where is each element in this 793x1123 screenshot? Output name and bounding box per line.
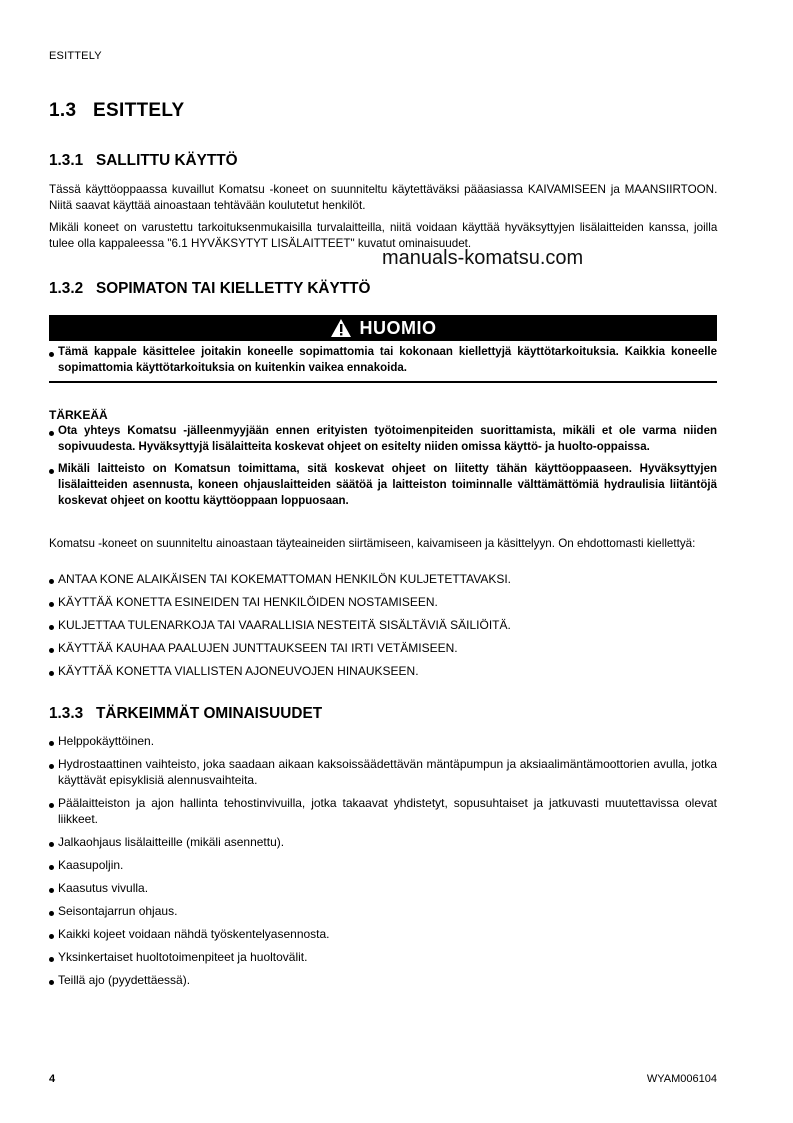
list-text: Kaikki kojeet voidaan nähdä työskentelyasennosta.	[58, 927, 330, 941]
list-item	[49, 857, 717, 873]
list-text: Teillä ajo (pyydettäessä).	[58, 973, 191, 987]
important-text: Mikäli laitteisto on Komatsun toimittama, sitä koskevat ohjeet on liitetty tähän käyttöoppaaseen. Hyväksyttyjen lisälaitteiden asennusta, koneen ohjauslaitteiden säätöä ja laitteiston toiminnalle välttämättömiä hydraulisia liitäntöjä koskevat ohjeet on koottu käyttöoppaan loppuosaan.	[58, 463, 717, 507]
prohibited-list	[49, 571, 717, 686]
list-item	[49, 880, 717, 896]
list-text: Hydrostaattinen vaihteisto, joka saadaan aikaan kaksoissäädettävän mäntäpumpun ja aksiaalimäntämoottorien avulla, jotka käyttävät episyklisiä alennusvaihteita.	[58, 757, 717, 787]
list-item	[49, 926, 717, 942]
list-item	[49, 733, 717, 749]
list-text: Kaasutus vivulla.	[58, 881, 149, 895]
bullet-icon	[49, 648, 54, 653]
section-heading: 1.3 ESITTELY	[49, 100, 185, 121]
bullet-icon	[49, 888, 54, 893]
warning-title: HUOMIO	[359, 317, 437, 338]
list-item	[49, 594, 717, 610]
list-item	[49, 903, 717, 919]
list-text: Seisontajarrun ohjaus.	[58, 904, 178, 918]
list-item	[49, 663, 717, 679]
bullet-icon	[49, 671, 54, 676]
bullet-icon	[49, 352, 54, 357]
footer-document-code: WYAM006104	[646, 1073, 717, 1085]
list-text: Kaasupoljin.	[58, 858, 124, 872]
list-text: Päälaitteiston ja ajon hallinta tehostinvivuilla, jotka takaavat yhdistetyt, sopusuhtaiset ja jatkuvasti muutettavissa olevat liikkeet.	[58, 796, 717, 826]
prohibited-intro: Komatsu -koneet on suunniteltu ainoastaan täyteaineiden siirtämiseen, kaivamiseen ja käsittelyyn. On ehdottomasti kiellettyä:	[49, 536, 696, 550]
bullet-icon	[49, 803, 54, 808]
bullet-icon	[49, 934, 54, 939]
list-text: KÄYTTÄÄ KAUHAA PAALUJEN JUNTTAUKSEEN TAI IRTI VETÄMISEEN.	[58, 641, 458, 655]
warning-bar	[49, 315, 717, 341]
list-item	[49, 640, 717, 656]
bullet-icon	[49, 911, 54, 916]
list-text: KÄYTTÄÄ KONETTA VIALLISTEN AJONEUVOJEN HINAUKSEEN.	[58, 664, 419, 678]
list-item	[49, 756, 717, 788]
list-text: KULJETTAA TULENARKOJA TAI VAARALLISIA NESTEITÄ SISÄLTÄVIÄ SÄILIÖITÄ.	[58, 618, 511, 632]
bullet-icon	[49, 842, 54, 847]
bullet-icon	[49, 625, 54, 630]
list-item	[49, 571, 717, 587]
bullet-icon	[49, 980, 54, 985]
bullet-icon	[49, 469, 54, 474]
list-item	[49, 344, 717, 376]
paragraph-allowed-use-2: Mikäli koneet on varustettu tarkoituksenmukaisilla turvalaitteilla, niitä voidaan käyttää hyväksyttyjen lisälaitteiden kanssa, joilla tulee olla kappaleessa "6.1 HYVÄKSYTYT LISÄLAITTEET" kuvatut ominaisuudet.	[49, 220, 718, 250]
list-item	[49, 834, 717, 850]
important-list	[49, 423, 717, 515]
subsection-heading-main-features: 1.3.3 TÄRKEIMMÄT OMINAISUUDET	[49, 705, 323, 722]
list-text: ANTAA KONE ALAIKÄISEN TAI KOKEMATTOMAN HENKILÖN KULJETETTAVAKSI.	[58, 572, 511, 586]
subsection-heading-prohibited-use: 1.3.2 SOPIMATON TAI KIELLETTY KÄYTTÖ	[49, 280, 371, 297]
list-item	[49, 617, 717, 633]
list-text: KÄYTTÄÄ KONETTA ESINEIDEN TAI HENKILÖIDEN NOSTAMISEEN.	[58, 595, 438, 609]
list-item	[49, 949, 717, 965]
subsection-heading-allowed-use: 1.3.1 SALLITTU KÄYTTÖ	[49, 152, 238, 169]
bullet-icon	[49, 602, 54, 607]
bullet-icon	[49, 865, 54, 870]
bullet-icon	[49, 957, 54, 962]
bullet-icon	[49, 431, 54, 436]
list-item	[49, 972, 717, 988]
list-item	[49, 461, 717, 509]
paragraph-allowed-use-1: Tässä käyttöoppaassa kuvaillut Komatsu -koneet on suunniteltu käytettäväksi pääasiassa KAIVAMISEEN ja MAANSIIRTOON. Niitä saavat käyttää ainoastaan tehtävään koulutetut henkilöt.	[49, 182, 718, 212]
footer-page-number: 4	[49, 1073, 56, 1085]
warning-bottom-rule	[49, 381, 717, 383]
bullet-icon	[49, 764, 54, 769]
warning-triangle-icon	[330, 318, 352, 338]
running-header: ESITTELY	[49, 50, 102, 62]
warning-list	[49, 344, 717, 382]
watermark: manuals-komatsu.com	[382, 247, 584, 269]
important-text: Ota yhteys Komatsu -jälleenmyyjään ennen erityisten työtoimenpiteiden suorittamista, mikäli et ole varma niiden sopivuudesta. Hyväksyttyjä lisälaitteita koskevat ohjeet on esitelty niiden omissa käyttö- ja huolto-oppaissa.	[58, 425, 717, 453]
features-list	[49, 733, 717, 995]
important-label: TÄRKEÄÄ	[49, 408, 108, 422]
list-text: Jalkaohjaus lisälaitteille (mikäli asennettu).	[58, 835, 285, 849]
list-item	[49, 795, 717, 827]
list-text: Helppokäyttöinen.	[58, 734, 155, 748]
bullet-icon	[49, 579, 54, 584]
list-item	[49, 423, 717, 455]
warning-text: Tämä kappale käsittelee joitakin koneelle sopimattomia tai kokonaan kiellettyjä käyttötarkoituksia. Kaikkia koneelle sopimattomia käyttötarkoituksia on kuitenkin vaikea ennakoida.	[58, 346, 717, 374]
list-text: Yksinkertaiset huoltotoimenpiteet ja huoltovälit.	[58, 950, 308, 964]
bullet-icon	[49, 741, 54, 746]
